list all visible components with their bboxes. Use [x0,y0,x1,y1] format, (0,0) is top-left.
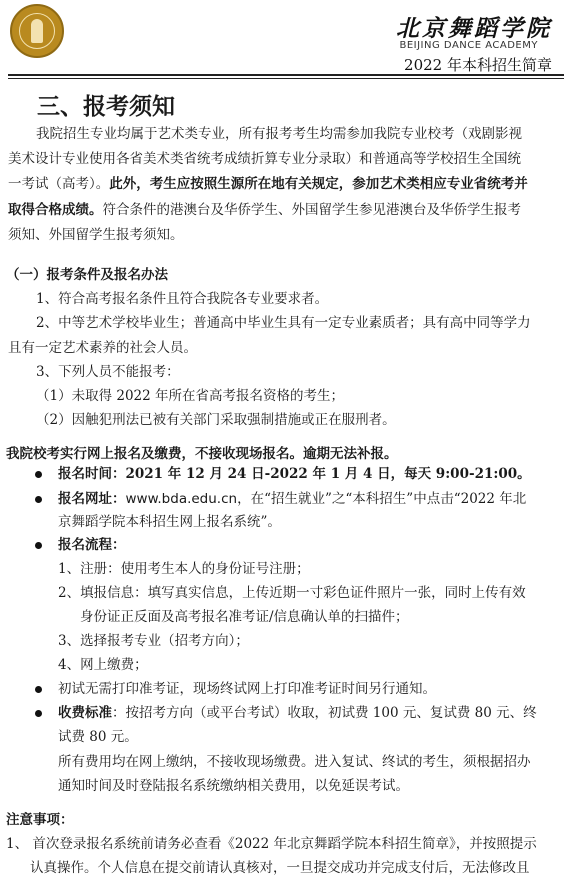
fee-note: 所有费用均在网上缴纳，不接收现场缴费。进入复试、终试的考生，须根据招办 [58,754,531,770]
bullet-icon [35,471,42,478]
condition-item: 且有一定艺术素养的社会人员。 [8,340,197,356]
registration-time: 报名时间：2021 年 12 月 24 日-2022 年 1 月 4 日，每天 9:00-21:00。 [58,466,531,482]
process-step: 2、填报信息：填写真实信息，上传近期一寸彩色证件照片一张，同时上传有效 [58,585,526,601]
brand-name-en: BEIJING DANCE ACADEMY [399,40,538,51]
attention-item: 1、 首次登录报名系统前请务必查看《2022 年北京舞蹈学院本科招生简章》，并按照提示 [6,836,537,852]
academy-logo [10,4,64,58]
condition-item: 3、下列人员不能报考： [36,364,180,380]
fee-standard: 收费标准：按招考方向（或平台考试）收取，初试费 100 元、复试费 80 元、终 [58,705,537,721]
process-label: 报名流程： [58,537,126,553]
conditions-heading: （一）报考条件及报名办法 [6,267,168,283]
brochure-title: 2022 年本科招生简章 [404,56,552,74]
attention-heading: 注意事项： [6,812,74,828]
online-notice: 我院校考实行网上报名及缴费，不接收现场报名。逾期无法补报。 [6,446,398,462]
registration-site: 报名网址：www.bda.edu.cn，在“招生就业”之“本科招生”中点击“2022 年北 [58,491,527,507]
condition-item: （1）未取得 2022 年所在省高考报名资格的考生； [36,388,345,404]
print-note: 初试无需打印准考证，现场终试网上打印准考证时间另行通知。 [58,681,436,697]
intro-line-mixed: 一考试（高考）。此外，考生应按照生源所在地有关规定，参加艺术类相应专业省统考并 [8,176,528,192]
condition-item: （2）因触犯刑法已被有关部门采取强制措施或正在服刑者。 [36,412,396,428]
attention-item: 认真操作。个人信息在提交前请认真核对，一旦提交成功并完成支付后，无法修改且 [30,860,530,876]
bullet-icon [35,686,42,693]
condition-item: 2、中等艺术学校毕业生；普通高中毕业生具有一定专业素质者；具有高中同等学力 [36,315,531,331]
process-step: 4、网上缴费； [58,657,148,673]
registration-url[interactable]: www.bda.edu.cn [125,491,238,507]
section-title: 三、报考须知 [37,94,175,120]
page-header [0,0,572,82]
fee-standard-cont: 试费 80 元。 [58,729,138,745]
intro-line: 须知、外国留学生报考须知。 [8,227,184,243]
bullet-icon [35,542,42,549]
brand-name-cn: 北京舞蹈学院 [396,15,552,42]
intro-line: 我院招生专业均属于艺术类专业，所有报考考生均需参加我院专业校考（戏剧影视 [36,126,522,142]
intro-line-mixed: 取得合格成绩。符合条件的港澳台及华侨学生、外国留学生参见港澳台及华侨学生报考 [8,202,521,218]
registration-site-cont: 京舞蹈学院本科招生网上报名系统”。 [58,514,281,530]
dancer-icon [31,19,43,43]
intro-line: 美术设计专业使用各省美术类省统考成绩折算专业分录取）和普通高等学校招生全国统 [8,151,521,167]
bullet-icon [35,496,42,503]
process-step: 身份证正反面及高考报名准考证/信息确认单的扫描件； [80,609,409,625]
condition-item: 1、符合高考报名条件且符合我院各专业要求者。 [36,291,329,307]
bullet-icon [35,710,42,717]
fee-note: 通知时间及时登陆报名系统缴纳相关费用，以免延误考试。 [58,778,409,794]
header-divider [8,74,564,79]
process-step: 1、注册：使用考生本人的身份证号注册； [58,561,310,577]
process-step: 3、选择报考专业（招考方向）； [58,633,249,649]
